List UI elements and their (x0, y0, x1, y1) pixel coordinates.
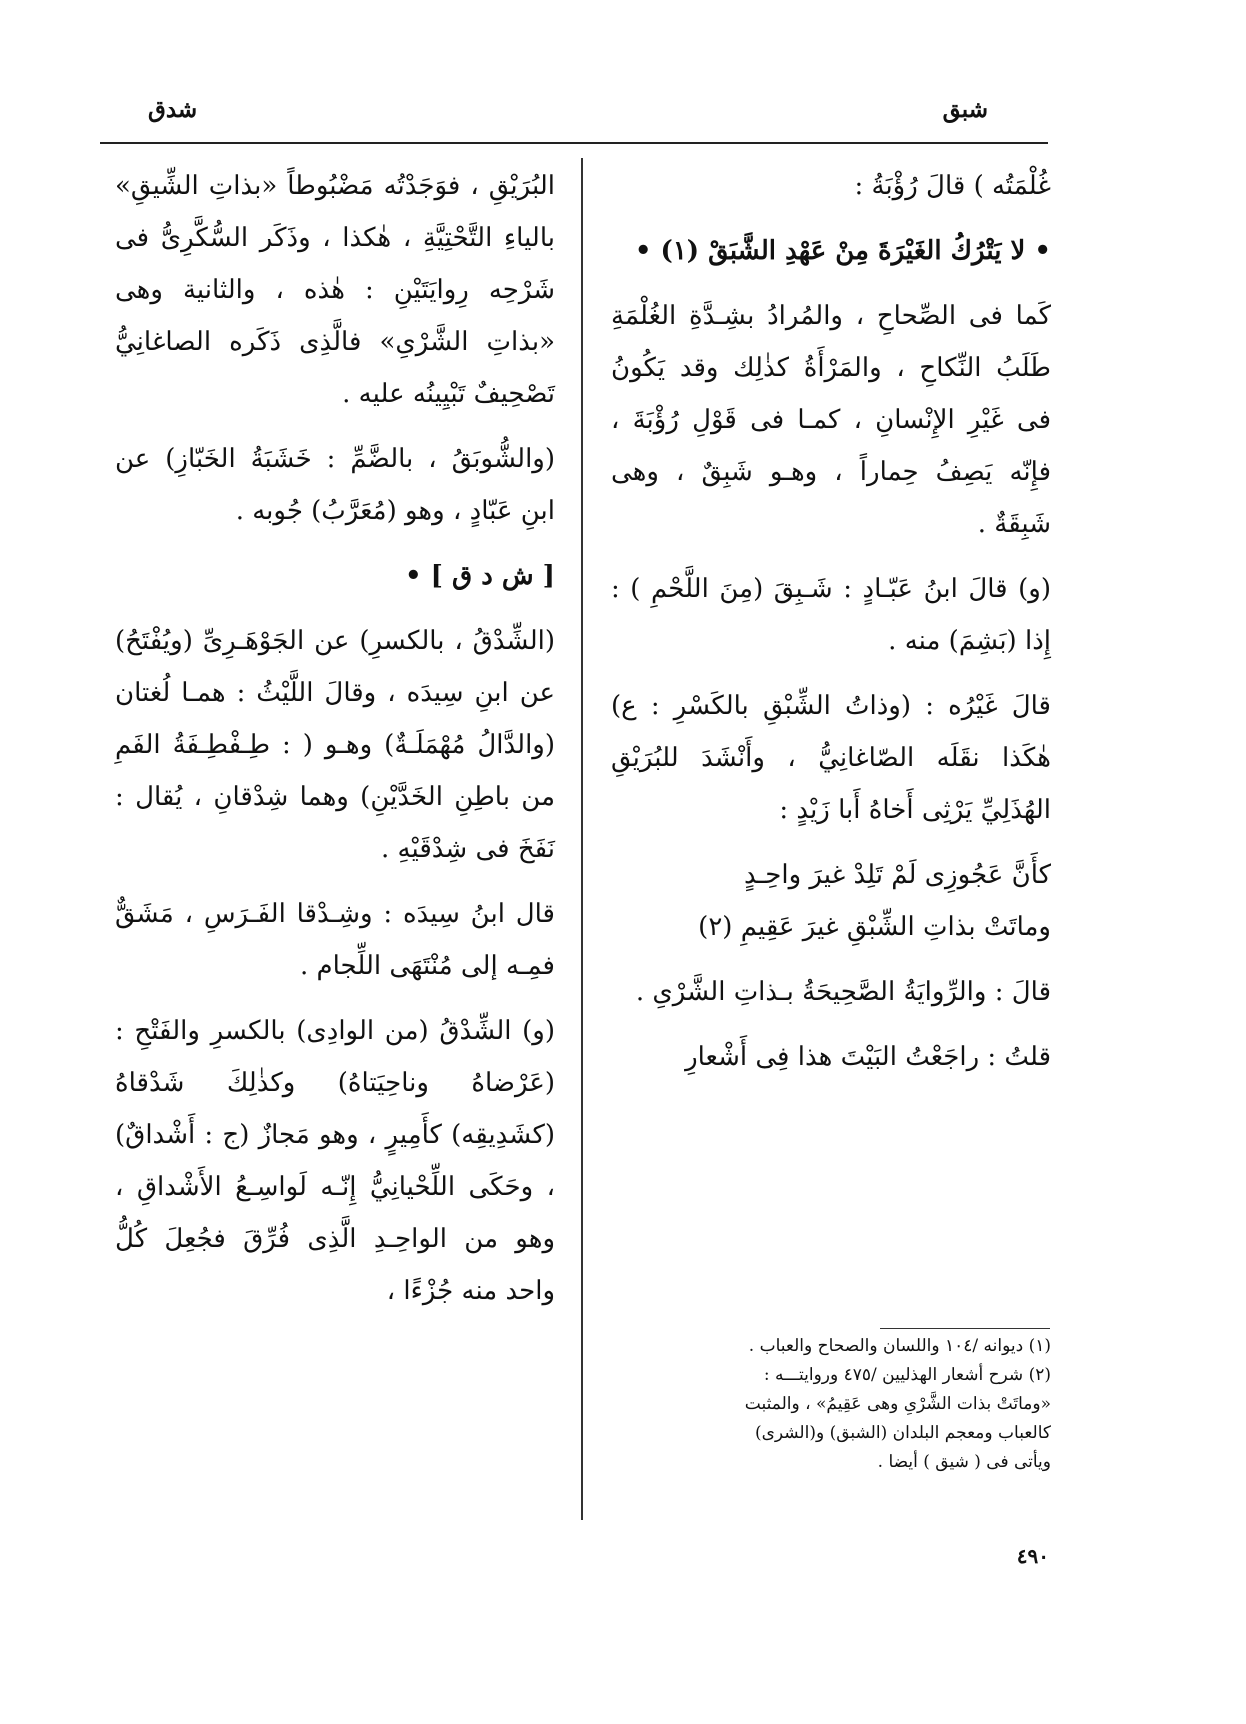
header-left-word: شدق (148, 96, 198, 123)
paragraph: غُلْمَتُه ) قالَ رُؤْبَةُ : (854, 171, 1051, 201)
paragraph: (الشِّدْقُ ، بالكسرِ) عن الجَوْهَـرِىِّ (ويُفْتَحُ) عن ابنِ سِيدَه ، وقالَ اللَّيْثُ : همـا لُغتان (والدَّالُ مُهْمَلَـةٌ) وهـو ( : طِـفْطِـفَةُ الفَمِ من باطِنِ الخَدَّيْنِ) وهما شِدْقانِ ، يُقال : نَفَخَ فى شِدْقَيْهِ . (115, 626, 555, 864)
poem-verse-first-hemistich: كأَنَّ عَجُوزِى لَمْ تَلِدْ غيرَ واحِـدٍ (744, 860, 1051, 890)
paragraph: (و) الشِّدْقُ (من الوادِى) بالكسرِ والفَتْحِ : (عَرْضاهُ وناحِيَتاهُ) وكذٰلِكَ شَدْقاهُ (كشَدِيقِه) كأَمِيرٍ ، وهو مَجازٌ (ج : أَشْداقٌ) ، وحَكَى اللِّحْيانِيُّ إِنّـه لَواسِـعُ الأَشْداقِ ، وهو من الواحِـدِ الَّذِى فُرِّقَ فجُعِلَ كُلُّ واحد منه جُزْءًا ، (115, 1016, 555, 1306)
rajaz-verse: • لا يَتْرُكُ الغَيْرَةَ مِنْ عَهْدِ الشَّبَقْ (١) • (634, 236, 1051, 266)
paragraph: (والشُّوبَقُ ، بالضَّمِّ : خَشَبَةُ الخَبّازِ) عن ابنِ عَبّادٍ ، وهو (مُعَرَّبُ) جُوبه . (115, 444, 555, 526)
footnote-rule (880, 1328, 1050, 1329)
page-number: ٤٩٠ (1016, 1544, 1049, 1568)
header-right-word: شبق (942, 96, 988, 123)
footnote-continuation: كالعباب ومعجم البلدان (الشبق) و(الشرى) (754, 1423, 1051, 1443)
footnote-continuation: «وماتَتْ بذات الشَّرْىِ وهى عَقِيمُ» ، والمثبت (744, 1394, 1051, 1414)
entry-heading: [ ش د ق ] • (405, 561, 555, 591)
paragraph: قلتُ : راجَعْتُ البَيْتَ هذا فِى أَشْعارِ (685, 1042, 1051, 1072)
footnote: (١) ديوانه /١٠٤ واللسان والصحاح والعباب . (748, 1336, 1051, 1356)
footnote-continuation: ويأتى فى ( شيق ) أيضا . (877, 1452, 1051, 1472)
column-separator (581, 158, 583, 1520)
poem-verse-second-hemistich: وماتَتْ بذاتِ الشِّبْقِ غيرَ عَقِيمِ (٢) (698, 912, 1051, 942)
paragraph: قالَ غَيْرُه : (وذاتُ الشِّبْقِ بالكَسْرِ : ع) هٰكَذا نقَلَه الصّاغانِيُّ ، وأَنْشَدَ للبُرَيْقِ الهُذَلِيِّ يَرْثِى أَخاهُ أَبا زَيْدٍ : (611, 691, 1051, 825)
header-rule (100, 142, 1048, 144)
left-column (115, 160, 555, 1330)
footnote: (٢) شرح أشعار الهذليين /٤٧٥ وروايتـــه : (763, 1365, 1051, 1385)
footnotes (611, 1332, 1051, 1477)
right-column (611, 160, 1051, 1096)
paragraph: قالَ : والرِّوايَةُ الصَّحِيحَةُ بـذاتِ الشَّرْىِ . (635, 977, 1051, 1007)
paragraph: كَما فى الصِّحاحِ ، والمُرادُ بشِـدَّةِ الغُلْمَةِ طَلَبُ النِّكاحِ ، والمَرْأَةُ كذٰلِك وقد يَكُونُ فى غَيْرِ الإِنْسانِ ، كمـا فى قَوْلِ رُؤْبَةَ ، فإِنّه يَصِفُ حِماراً ، وهـو شَبِقٌ ، وهى شَبِقَةٌ . (611, 301, 1051, 539)
paragraph: البُرَيْقِ ، فوَجَدْتُه مَضْبُوطاً «بذاتِ الشِّيقِ» بالياءِ التَّحْتِيَّةِ ، هٰكذا ، وذَكَر السُّكَّرِىُّ فى شَرْحِه رِوايَتَيْنِ : هٰذه ، والثانية وهى «بذاتِ الشَّرْىِ» فالَّذِى ذَكَره الصاغانِيُّ تَصْحِيفٌ تَبْيِينُه عليه . (115, 171, 556, 409)
paragraph: قال ابنُ سِيدَه : وشِـدْقا الفَـرَسِ ، مَشَقٌّ فمِـه إلى مُنْتَهَى اللِّجام . (115, 899, 555, 981)
paragraph: (و) قالَ ابنُ عَبّـادٍ : شَـبِقَ (مِنَ اللَّحْمِ ) : إِذا (بَشِمَ) منه . (611, 574, 1051, 656)
